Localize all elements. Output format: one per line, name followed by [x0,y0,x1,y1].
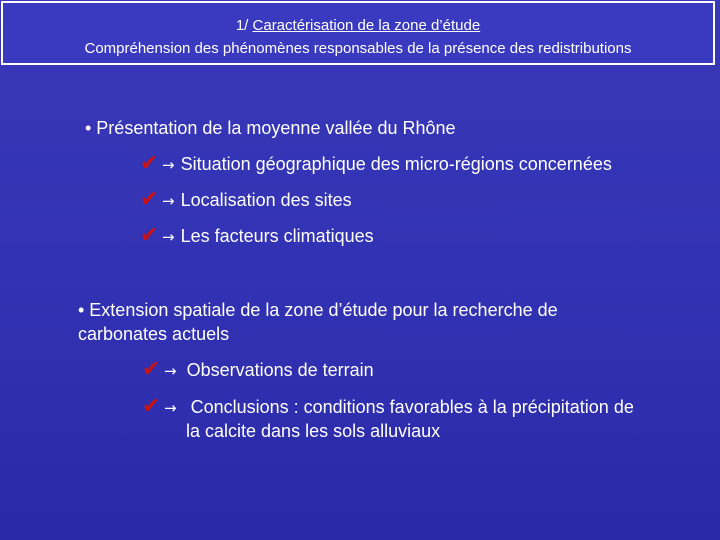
arrow-icon: → [164,399,177,417]
title-line-2: Compréhension des phénomènes responsables de la présence des redistributions [84,40,632,57]
check-icon: ✔ [140,151,159,176]
title-line-1 [3,17,713,35]
check-icon: ✔ [142,357,161,382]
section1-item-text: Situation géographique des micro-régions concernées [180,154,612,174]
arrow-icon: → [162,192,175,210]
check-icon: ✔ [140,187,159,212]
section2-heading-line1: • Extension spatiale de la zone d’étude pour la recherche de [78,300,558,320]
section2-item [142,358,374,383]
title-box [1,1,715,65]
section1-item [140,224,374,249]
arrow-icon: → [162,156,175,174]
title-prefix: 1/ [235,17,253,34]
section2-item [142,395,634,420]
section2-item-continuation: la calcite dans les sols alluviaux [186,421,441,441]
check-icon: ✔ [142,394,161,419]
section1-item-text: Les facteurs climatiques [180,226,374,246]
arrow-icon: → [164,362,177,380]
arrow-icon: → [162,228,175,246]
section2-heading-line2: carbonates actuels [78,324,230,344]
section1-heading: • Présentation de la moyenne vallée du Rhône [85,118,456,138]
title-underlined: Caractérisation de la zone d’étude [252,17,481,34]
section2-item-text: Conclusions : conditions favorables à la précipitation de [190,397,634,417]
section1-item [140,152,612,177]
section1-item [140,188,352,213]
section2-item-text: Observations de terrain [186,360,374,380]
check-icon: ✔ [140,223,159,248]
section1-item-text: Localisation des sites [180,190,352,210]
